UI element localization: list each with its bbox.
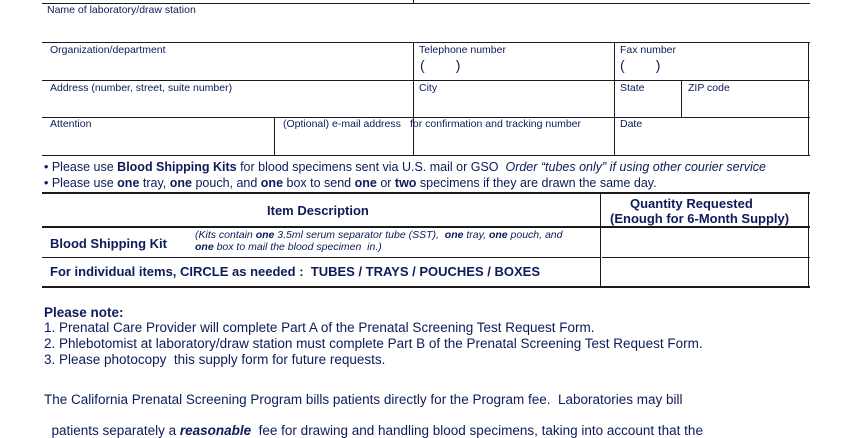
address-label: Address (number, street, suite number) <box>50 82 233 94</box>
individual-items-label: For individual items, CIRCLE as needed : TUBES / TRAYS / POUCHES / BOXES <box>50 264 541 279</box>
divider <box>602 257 810 258</box>
telephone-label: Telephone number <box>419 44 506 56</box>
blood-shipping-kit-label: Blood Shipping Kit <box>50 236 167 251</box>
attention-label: Attention <box>50 118 92 130</box>
instruction-emphasis: one <box>117 176 140 190</box>
divider <box>681 80 682 117</box>
lab-name-label: Name of laboratory/draw station <box>47 4 196 16</box>
fax-label: Fax number <box>620 44 677 56</box>
note-item: 1. Prenatal Care Provider will complete Part A of the Prenatal Screening Test Request Form. <box>44 320 595 335</box>
kit-text: one <box>195 241 214 253</box>
kit-text: one <box>444 229 464 241</box>
kit-text: tray, <box>463 229 489 241</box>
kit-quantity-field[interactable] <box>603 229 807 256</box>
kit-contents-description <box>195 229 595 253</box>
billing-emphasis: reasonable <box>179 423 252 438</box>
instruction-one-tray <box>44 176 657 190</box>
item-description-header: Item Description <box>267 203 369 218</box>
state-label: State <box>620 82 645 94</box>
kit-text: (Kits contain <box>195 229 256 241</box>
instruction-emphasis: one <box>354 176 377 190</box>
instruction-text: • Please use <box>44 160 118 174</box>
kit-text: one <box>255 229 275 241</box>
divider <box>42 155 810 156</box>
divider <box>42 286 810 288</box>
instruction-emphasis: two <box>394 176 417 190</box>
divider <box>42 80 810 81</box>
state-field[interactable] <box>617 96 679 116</box>
kit-text: one <box>488 229 508 241</box>
city-label: City <box>419 82 438 94</box>
zip-label: ZIP code <box>688 82 730 94</box>
kit-text: pouch, and <box>507 229 563 241</box>
organization-label: Organization/department <box>50 44 166 56</box>
billing-text: fee for drawing and handling blood specimens, taking into account that the <box>251 423 703 438</box>
divider <box>808 42 809 155</box>
zip-field[interactable] <box>684 96 806 116</box>
instruction-italic: Order “tubes only” if using other courier service <box>505 160 766 174</box>
telephone-area-code: ( ) <box>420 57 461 73</box>
instruction-text: for blood specimens sent via U.S. mail or GSO <box>236 160 506 174</box>
attention-field[interactable] <box>44 133 272 154</box>
kit-text: 3.5ml serum separator tube (SST), <box>274 229 445 241</box>
instruction-emphasis: one <box>169 176 192 190</box>
notes-title: Please note: <box>44 305 124 320</box>
divider <box>413 0 414 4</box>
lab-name-field[interactable] <box>44 16 808 41</box>
divider <box>274 117 275 155</box>
instruction-emphasis: one <box>260 176 284 190</box>
email-sub-label: for confirmation and tracking number <box>410 118 581 130</box>
billing-text: patients separately a <box>51 423 180 438</box>
billing-paragraph-line: The California Prenatal Screening Program bills patients directly for the Program fee. Laboratories may bill <box>44 392 683 407</box>
divider <box>42 192 810 194</box>
divider <box>808 193 809 287</box>
date-field[interactable] <box>617 133 806 154</box>
divider <box>42 226 810 228</box>
organization-field[interactable] <box>44 58 410 79</box>
quantity-header: Quantity Requested <box>630 196 753 211</box>
instruction-text: • Please use <box>44 176 118 190</box>
fax-area-code: ( ) <box>620 57 661 73</box>
divider <box>600 193 601 287</box>
note-item: 2. Phlebotomist at laboratory/draw station must complete Part B of the Prenatal Screening Test Request Form. <box>44 336 703 351</box>
kit-text: box to mail the blood specimen in.) <box>213 241 382 253</box>
instruction-text: box to send <box>283 176 355 190</box>
divider <box>42 257 600 258</box>
email-label: (Optional) e-mail address <box>283 118 401 130</box>
quantity-subheader: (Enough for 6-Month Supply) <box>610 211 790 226</box>
date-label: Date <box>620 118 643 130</box>
city-field[interactable] <box>416 96 612 116</box>
note-item: 3. Please photocopy this supply form for future requests. <box>44 352 386 367</box>
billing-paragraph-line <box>44 408 703 438</box>
instruction-text: pouch, and <box>191 176 261 190</box>
email-field[interactable] <box>277 133 612 154</box>
individual-items-quantity-field[interactable] <box>603 259 807 285</box>
instruction-emphasis: Blood Shipping Kits <box>117 160 237 174</box>
address-field[interactable] <box>44 96 410 116</box>
instruction-text: specimens if they are drawn the same day. <box>416 176 657 190</box>
instruction-kits <box>44 160 766 174</box>
instruction-text: tray, <box>139 176 170 190</box>
divider <box>614 42 615 155</box>
divider <box>42 42 810 43</box>
instruction-text: or <box>376 176 395 190</box>
